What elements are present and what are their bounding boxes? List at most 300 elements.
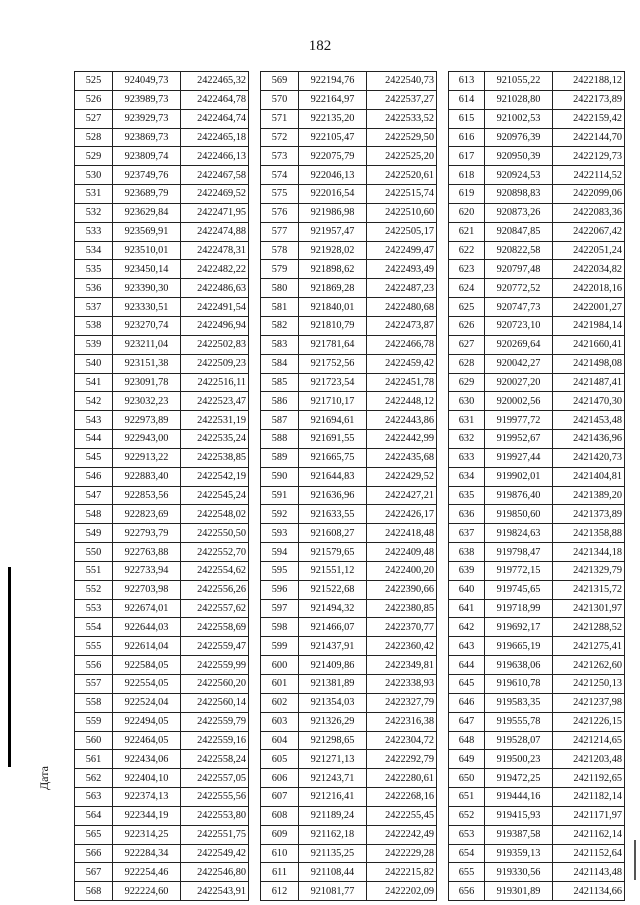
- point-number: 630: [449, 392, 485, 411]
- table-row: [449, 825, 625, 844]
- y-coordinate: 2422486,63: [181, 279, 249, 298]
- y-coordinate: 2422400,20: [367, 561, 437, 580]
- y-coordinate: 2422551,75: [181, 825, 249, 844]
- x-coordinate: 922703,98: [113, 580, 181, 599]
- point-number: 586: [261, 392, 299, 411]
- x-coordinate: 923749,76: [113, 166, 181, 185]
- y-coordinate: 2421329,79: [553, 561, 625, 580]
- table-row: [75, 298, 249, 317]
- table-row: [449, 486, 625, 505]
- table-row: [261, 524, 437, 543]
- y-coordinate: 2421404,81: [553, 467, 625, 486]
- point-number: 616: [449, 128, 485, 147]
- page-number: 182: [308, 38, 332, 54]
- y-coordinate: 2422426,17: [367, 505, 437, 524]
- y-coordinate: 2422502,83: [181, 335, 249, 354]
- point-number: 619: [449, 185, 485, 204]
- point-number: 638: [449, 543, 485, 562]
- x-coordinate: 919876,40: [485, 486, 553, 505]
- x-coordinate: 920027,20: [485, 373, 553, 392]
- point-number: 530: [75, 166, 113, 185]
- x-coordinate: 920747,73: [485, 298, 553, 317]
- point-number: 545: [75, 448, 113, 467]
- x-coordinate: 923211,04: [113, 335, 181, 354]
- x-coordinate: 921028,80: [485, 90, 553, 109]
- x-coordinate: 923869,73: [113, 128, 181, 147]
- x-coordinate: 923032,23: [113, 392, 181, 411]
- table-row: [75, 524, 249, 543]
- point-number: 562: [75, 769, 113, 788]
- point-number: 531: [75, 185, 113, 204]
- table-row: [261, 185, 437, 204]
- table-row: [75, 599, 249, 618]
- x-coordinate: 920269,64: [485, 335, 553, 354]
- x-coordinate: 922284,34: [113, 844, 181, 863]
- table-row: [75, 486, 249, 505]
- y-coordinate: 2421275,41: [553, 637, 625, 656]
- point-number: 535: [75, 260, 113, 279]
- x-coordinate: 922674,01: [113, 599, 181, 618]
- table-row: [261, 260, 437, 279]
- x-coordinate: 922883,40: [113, 467, 181, 486]
- y-coordinate: 2421498,08: [553, 354, 625, 373]
- table-row: [75, 260, 249, 279]
- y-coordinate: 2422465,32: [181, 72, 249, 91]
- point-number: 633: [449, 448, 485, 467]
- y-coordinate: 2422429,52: [367, 467, 437, 486]
- table-row: [449, 392, 625, 411]
- x-coordinate: 923091,78: [113, 373, 181, 392]
- point-number: 528: [75, 128, 113, 147]
- point-number: 598: [261, 618, 299, 637]
- point-number: 557: [75, 675, 113, 694]
- point-number: 582: [261, 316, 299, 335]
- point-number: 550: [75, 543, 113, 562]
- x-coordinate: 921710,17: [299, 392, 367, 411]
- x-coordinate: 919387,58: [485, 825, 553, 844]
- x-coordinate: 921108,44: [299, 863, 367, 882]
- x-coordinate: 921694,61: [299, 411, 367, 430]
- y-coordinate: 2421420,73: [553, 448, 625, 467]
- point-number: 572: [261, 128, 299, 147]
- point-number: 540: [75, 354, 113, 373]
- y-coordinate: 2422509,23: [181, 354, 249, 373]
- table-row: [449, 580, 625, 599]
- x-coordinate: 919824,63: [485, 524, 553, 543]
- x-coordinate: 922075,79: [299, 147, 367, 166]
- y-coordinate: 2422083,36: [553, 203, 625, 222]
- y-coordinate: 2421203,48: [553, 750, 625, 769]
- point-number: 546: [75, 467, 113, 486]
- x-coordinate: 921494,32: [299, 599, 367, 618]
- table-row: [449, 769, 625, 788]
- y-coordinate: 2421301,97: [553, 599, 625, 618]
- x-coordinate: 922943,00: [113, 430, 181, 449]
- x-coordinate: 919798,47: [485, 543, 553, 562]
- table-row: [75, 580, 249, 599]
- table-row: [75, 392, 249, 411]
- y-coordinate: 2422051,24: [553, 241, 625, 260]
- y-coordinate: 2422380,85: [367, 599, 437, 618]
- y-coordinate: 2422523,47: [181, 392, 249, 411]
- point-number: 538: [75, 316, 113, 335]
- point-number: 563: [75, 788, 113, 807]
- table-row: [75, 769, 249, 788]
- point-number: 574: [261, 166, 299, 185]
- table-row: [75, 147, 249, 166]
- table-row: [449, 222, 625, 241]
- table-row: [449, 675, 625, 694]
- y-coordinate: 2422559,47: [181, 637, 249, 656]
- table-row: [75, 109, 249, 128]
- table-row: [449, 712, 625, 731]
- table-row: [261, 467, 437, 486]
- point-number: 594: [261, 543, 299, 562]
- x-coordinate: 921840,01: [299, 298, 367, 317]
- point-number: 589: [261, 448, 299, 467]
- x-coordinate: 922524,04: [113, 693, 181, 712]
- x-coordinate: 919528,07: [485, 731, 553, 750]
- point-number: 542: [75, 392, 113, 411]
- point-number: 588: [261, 430, 299, 449]
- table-row: [75, 430, 249, 449]
- y-coordinate: 2422520,61: [367, 166, 437, 185]
- table-row: [75, 561, 249, 580]
- y-coordinate: 2422474,88: [181, 222, 249, 241]
- table-row: [75, 411, 249, 430]
- table-row: [75, 505, 249, 524]
- point-number: 537: [75, 298, 113, 317]
- x-coordinate: 919415,93: [485, 806, 553, 825]
- table-row: [449, 693, 625, 712]
- x-coordinate: 921691,55: [299, 430, 367, 449]
- x-coordinate: 922046,13: [299, 166, 367, 185]
- table-row: [75, 279, 249, 298]
- table-row: [449, 844, 625, 863]
- x-coordinate: 920797,48: [485, 260, 553, 279]
- y-coordinate: 2422099,06: [553, 185, 625, 204]
- point-number: 615: [449, 109, 485, 128]
- table-row: [75, 448, 249, 467]
- x-coordinate: 921810,79: [299, 316, 367, 335]
- point-number: 578: [261, 241, 299, 260]
- table-row: [75, 467, 249, 486]
- y-coordinate: 2422552,70: [181, 543, 249, 562]
- x-coordinate: 921781,64: [299, 335, 367, 354]
- x-coordinate: 921354,03: [299, 693, 367, 712]
- x-coordinate: 922254,46: [113, 863, 181, 882]
- x-coordinate: 921002,53: [485, 109, 553, 128]
- table-row: [449, 561, 625, 580]
- table-row: [449, 448, 625, 467]
- table-row: [75, 882, 249, 901]
- table-row: [261, 882, 437, 901]
- point-number: 612: [261, 882, 299, 901]
- x-coordinate: 921633,55: [299, 505, 367, 524]
- table-row: [261, 109, 437, 128]
- y-coordinate: 2421226,15: [553, 712, 625, 731]
- coordinates-table-3: [448, 71, 625, 901]
- point-number: 637: [449, 524, 485, 543]
- table-row: [75, 693, 249, 712]
- point-number: 643: [449, 637, 485, 656]
- point-number: 591: [261, 486, 299, 505]
- y-coordinate: 2422129,73: [553, 147, 625, 166]
- point-number: 587: [261, 411, 299, 430]
- point-number: 617: [449, 147, 485, 166]
- point-number: 567: [75, 863, 113, 882]
- point-number: 544: [75, 430, 113, 449]
- x-coordinate: 922644,03: [113, 618, 181, 637]
- y-coordinate: 2421250,13: [553, 675, 625, 694]
- y-coordinate: 2422034,82: [553, 260, 625, 279]
- point-number: 624: [449, 279, 485, 298]
- y-coordinate: 2422557,62: [181, 599, 249, 618]
- x-coordinate: 923629,84: [113, 203, 181, 222]
- point-number: 606: [261, 769, 299, 788]
- x-coordinate: 922733,94: [113, 561, 181, 580]
- x-coordinate: 920950,39: [485, 147, 553, 166]
- point-number: 580: [261, 279, 299, 298]
- y-coordinate: 2422542,19: [181, 467, 249, 486]
- point-number: 569: [261, 72, 299, 91]
- y-coordinate: 2422451,78: [367, 373, 437, 392]
- table-row: [75, 731, 249, 750]
- point-number: 620: [449, 203, 485, 222]
- y-coordinate: 2421453,48: [553, 411, 625, 430]
- table-row: [449, 203, 625, 222]
- margin-bar: [8, 567, 11, 767]
- y-coordinate: 2421373,89: [553, 505, 625, 524]
- x-coordinate: 922614,04: [113, 637, 181, 656]
- table-row: [261, 448, 437, 467]
- table-row: [75, 222, 249, 241]
- x-coordinate: 922793,79: [113, 524, 181, 543]
- table-row: [75, 241, 249, 260]
- y-coordinate: 2421192,65: [553, 769, 625, 788]
- x-coordinate: 923510,01: [113, 241, 181, 260]
- point-number: 597: [261, 599, 299, 618]
- y-coordinate: 2422188,12: [553, 72, 625, 91]
- point-number: 599: [261, 637, 299, 656]
- x-coordinate: 920898,83: [485, 185, 553, 204]
- table-row: [261, 430, 437, 449]
- table-row: [449, 731, 625, 750]
- y-coordinate: 2422556,26: [181, 580, 249, 599]
- y-coordinate: 2422555,56: [181, 788, 249, 807]
- y-coordinate: 2422480,68: [367, 298, 437, 317]
- x-coordinate: 922164,97: [299, 90, 367, 109]
- point-number: 655: [449, 863, 485, 882]
- table-row: [75, 166, 249, 185]
- y-coordinate: 2422390,66: [367, 580, 437, 599]
- table-row: [261, 788, 437, 807]
- y-coordinate: 2422493,49: [367, 260, 437, 279]
- y-coordinate: 2421134,66: [553, 882, 625, 901]
- table-row: [75, 72, 249, 91]
- y-coordinate: 2422533,52: [367, 109, 437, 128]
- table-row: [261, 844, 437, 863]
- table-row: [449, 260, 625, 279]
- y-coordinate: 2422543,91: [181, 882, 249, 901]
- table-row: [261, 825, 437, 844]
- table-row: [261, 128, 437, 147]
- x-coordinate: 921055,22: [485, 72, 553, 91]
- x-coordinate: 921665,75: [299, 448, 367, 467]
- y-coordinate: 2422559,16: [181, 731, 249, 750]
- x-coordinate: 919330,56: [485, 863, 553, 882]
- x-coordinate: 922016,54: [299, 185, 367, 204]
- table-row: [261, 769, 437, 788]
- x-coordinate: 923689,79: [113, 185, 181, 204]
- table-row: [449, 637, 625, 656]
- x-coordinate: 919500,23: [485, 750, 553, 769]
- y-coordinate: 2422487,23: [367, 279, 437, 298]
- point-number: 559: [75, 712, 113, 731]
- y-coordinate: 2421315,72: [553, 580, 625, 599]
- y-coordinate: 2422531,19: [181, 411, 249, 430]
- x-coordinate: 922494,05: [113, 712, 181, 731]
- y-coordinate: 2422370,77: [367, 618, 437, 637]
- y-coordinate: 2422550,50: [181, 524, 249, 543]
- y-coordinate: 2422560,14: [181, 693, 249, 712]
- x-coordinate: 921551,12: [299, 561, 367, 580]
- table-row: [449, 72, 625, 91]
- table-row: [261, 90, 437, 109]
- table-row: [261, 72, 437, 91]
- table-row: [261, 166, 437, 185]
- y-coordinate: 2422553,80: [181, 806, 249, 825]
- x-coordinate: 922554,05: [113, 675, 181, 694]
- y-coordinate: 2422360,42: [367, 637, 437, 656]
- y-coordinate: 2422349,81: [367, 656, 437, 675]
- x-coordinate: 921579,65: [299, 543, 367, 562]
- table-row: [449, 788, 625, 807]
- y-coordinate: 2422505,17: [367, 222, 437, 241]
- x-coordinate: 921298,65: [299, 731, 367, 750]
- point-number: 558: [75, 693, 113, 712]
- point-number: 583: [261, 335, 299, 354]
- x-coordinate: 921522,68: [299, 580, 367, 599]
- table-row: [449, 373, 625, 392]
- table-row: [449, 599, 625, 618]
- point-number: 631: [449, 411, 485, 430]
- x-coordinate: 921928,02: [299, 241, 367, 260]
- point-number: 577: [261, 222, 299, 241]
- point-number: 635: [449, 486, 485, 505]
- y-coordinate: 2422448,12: [367, 392, 437, 411]
- table-row: [449, 505, 625, 524]
- y-coordinate: 2422558,24: [181, 750, 249, 769]
- y-coordinate: 2421162,14: [553, 825, 625, 844]
- point-number: 621: [449, 222, 485, 241]
- table-row: [75, 863, 249, 882]
- y-coordinate: 2422546,80: [181, 863, 249, 882]
- x-coordinate: 921326,29: [299, 712, 367, 731]
- x-coordinate: 919977,72: [485, 411, 553, 430]
- table-row: [449, 147, 625, 166]
- x-coordinate: 923450,14: [113, 260, 181, 279]
- x-coordinate: 919772,15: [485, 561, 553, 580]
- table-row: [449, 109, 625, 128]
- y-coordinate: 2422242,49: [367, 825, 437, 844]
- y-coordinate: 2422491,54: [181, 298, 249, 317]
- table-row: [75, 825, 249, 844]
- point-number: 610: [261, 844, 299, 863]
- point-number: 640: [449, 580, 485, 599]
- point-number: 636: [449, 505, 485, 524]
- point-number: 603: [261, 712, 299, 731]
- y-coordinate: 2421436,96: [553, 430, 625, 449]
- table-row: [261, 203, 437, 222]
- point-number: 553: [75, 599, 113, 618]
- table-row: [261, 693, 437, 712]
- point-number: 534: [75, 241, 113, 260]
- point-number: 543: [75, 411, 113, 430]
- coordinates-table-2: [260, 71, 437, 901]
- y-coordinate: 2422540,73: [367, 72, 437, 91]
- y-coordinate: 2421470,30: [553, 392, 625, 411]
- point-number: 525: [75, 72, 113, 91]
- point-number: 533: [75, 222, 113, 241]
- x-coordinate: 922913,22: [113, 448, 181, 467]
- point-number: 644: [449, 656, 485, 675]
- table-row: [75, 750, 249, 769]
- x-coordinate: 919444,16: [485, 788, 553, 807]
- x-coordinate: 921898,62: [299, 260, 367, 279]
- y-coordinate: 2421288,52: [553, 618, 625, 637]
- point-number: 568: [75, 882, 113, 901]
- x-coordinate: 919692,17: [485, 618, 553, 637]
- x-coordinate: 919301,89: [485, 882, 553, 901]
- point-number: 579: [261, 260, 299, 279]
- x-coordinate: 921409,86: [299, 656, 367, 675]
- point-number: 539: [75, 335, 113, 354]
- y-coordinate: 2422538,85: [181, 448, 249, 467]
- point-number: 561: [75, 750, 113, 769]
- table-row: [449, 354, 625, 373]
- point-number: 584: [261, 354, 299, 373]
- table-row: [75, 656, 249, 675]
- table-row: [261, 580, 437, 599]
- y-coordinate: 2421171,97: [553, 806, 625, 825]
- y-coordinate: 2422280,61: [367, 769, 437, 788]
- point-number: 536: [75, 279, 113, 298]
- table-row: [449, 806, 625, 825]
- table-row: [449, 316, 625, 335]
- point-number: 622: [449, 241, 485, 260]
- x-coordinate: 922105,47: [299, 128, 367, 147]
- table-row: [261, 618, 437, 637]
- y-coordinate: 2422229,28: [367, 844, 437, 863]
- y-coordinate: 2422159,42: [553, 109, 625, 128]
- x-coordinate: 921135,25: [299, 844, 367, 863]
- y-coordinate: 2421358,88: [553, 524, 625, 543]
- x-coordinate: 919718,99: [485, 599, 553, 618]
- point-number: 646: [449, 693, 485, 712]
- point-number: 629: [449, 373, 485, 392]
- table-row: [449, 882, 625, 901]
- y-coordinate: 2421152,64: [553, 844, 625, 863]
- y-coordinate: 2422557,05: [181, 769, 249, 788]
- point-number: 649: [449, 750, 485, 769]
- y-coordinate: 2422001,27: [553, 298, 625, 317]
- y-coordinate: 2422560,20: [181, 675, 249, 694]
- point-number: 600: [261, 656, 299, 675]
- table-row: [261, 392, 437, 411]
- x-coordinate: 924049,73: [113, 72, 181, 91]
- table-row: [449, 185, 625, 204]
